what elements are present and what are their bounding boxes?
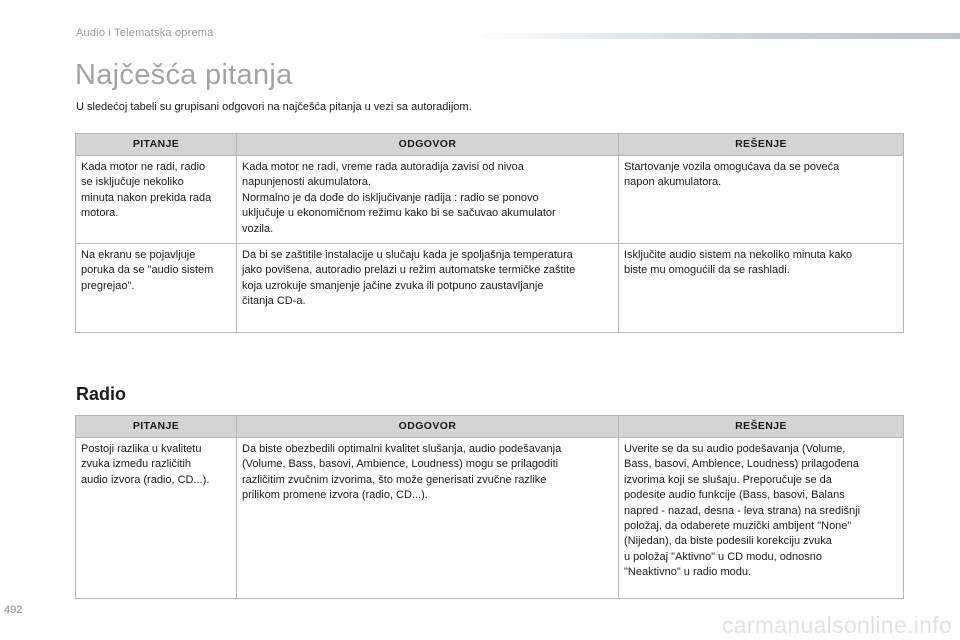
answer-cell: Da biste obezbedili optimalni kvalitet slušanja, audio podešavanja (Volume, Bass, basovi, Ambience, Loudness) mogu se prilagoditi različitim zvučnim izvorima, što može generisati zvučne razlike prilikom promene izvora (radio, CD...). [237, 438, 619, 599]
column-header-solution: REŠENJE [619, 416, 904, 438]
column-header-question: PITANJE [76, 416, 237, 438]
section-heading-radio: Radio [76, 384, 127, 404]
solution-cell: Startovanje vozila omogućava da se poveća napon akumulatora. [619, 156, 904, 244]
running-header: Audio i Telematska oprema [76, 27, 214, 39]
table-row [76, 156, 904, 244]
column-header-solution: REŠENJE [619, 134, 904, 156]
table-header-row [76, 416, 904, 438]
faq-table-general [75, 133, 904, 333]
column-header-question: PITANJE [76, 134, 237, 156]
answer-cell: Da bi se zaštitile instalacije u slučaju kada je spoljašnja temperatura jako povišena, autoradio prelazi u režim automatske termičke zaštite koja uzrokuje smanjenje jačine zvuka ili potpuno zaustavljanje čitanja CD-a. [237, 244, 619, 333]
column-header-answer: ODGOVOR [237, 134, 619, 156]
question-cell: Na ekranu se pojavljuje poruka da se "audio sistem pregrejao". [76, 244, 237, 333]
solution-cell: Isključite audio sistem na nekoliko minuta kako biste mu omogućili da se rashladi. [619, 244, 904, 333]
header-rule [470, 33, 960, 39]
table-row [76, 244, 904, 333]
faq-table-radio [75, 415, 904, 599]
table-header-row [76, 134, 904, 156]
table-row [76, 438, 904, 599]
intro-text: U sledećoj tabeli su grupisani odgovori na najčešća pitanja u vezi sa autoradijom. [76, 101, 472, 113]
solution-cell: Uverite se da su audio podešavanja (Volume, Bass, basovi, Ambience, Loudness) prilagođena izvorima koji se slušaju. Preporučuje se da podesite audio funkcije (Bass, basovi, Balans napred - nazad, desna - leva strana) na središnji položaj, da odaberete muzički ambijent "None" (Nijedan), da biste podesili korekciju zvuka u položaj "Aktivno" u CD modu, odnosno "Neaktivno" u radio modu. [619, 438, 904, 599]
question-cell: Postoji razlika u kvalitetu zvuka između različitih audio izvora (radio, CD...). [76, 438, 237, 599]
page-title: Najčešća pitanja [75, 59, 293, 91]
watermark: carmanualsonline.info [722, 612, 953, 638]
answer-cell: Kada motor ne radi, vreme rada autoradija zavisi od nivoa napunjenosti akumulatora. Normalno je da dođe do isključivanje radija : radio se ponovo uključuje u ekonomičnom režimu kako bi se sačuvao akumulator vozila. [237, 156, 619, 244]
page-number: 492 [4, 604, 23, 616]
column-header-answer: ODGOVOR [237, 416, 619, 438]
question-cell: Kada motor ne radi, radio se isključuje nekoliko minuta nakon prekida rada motora. [76, 156, 237, 244]
